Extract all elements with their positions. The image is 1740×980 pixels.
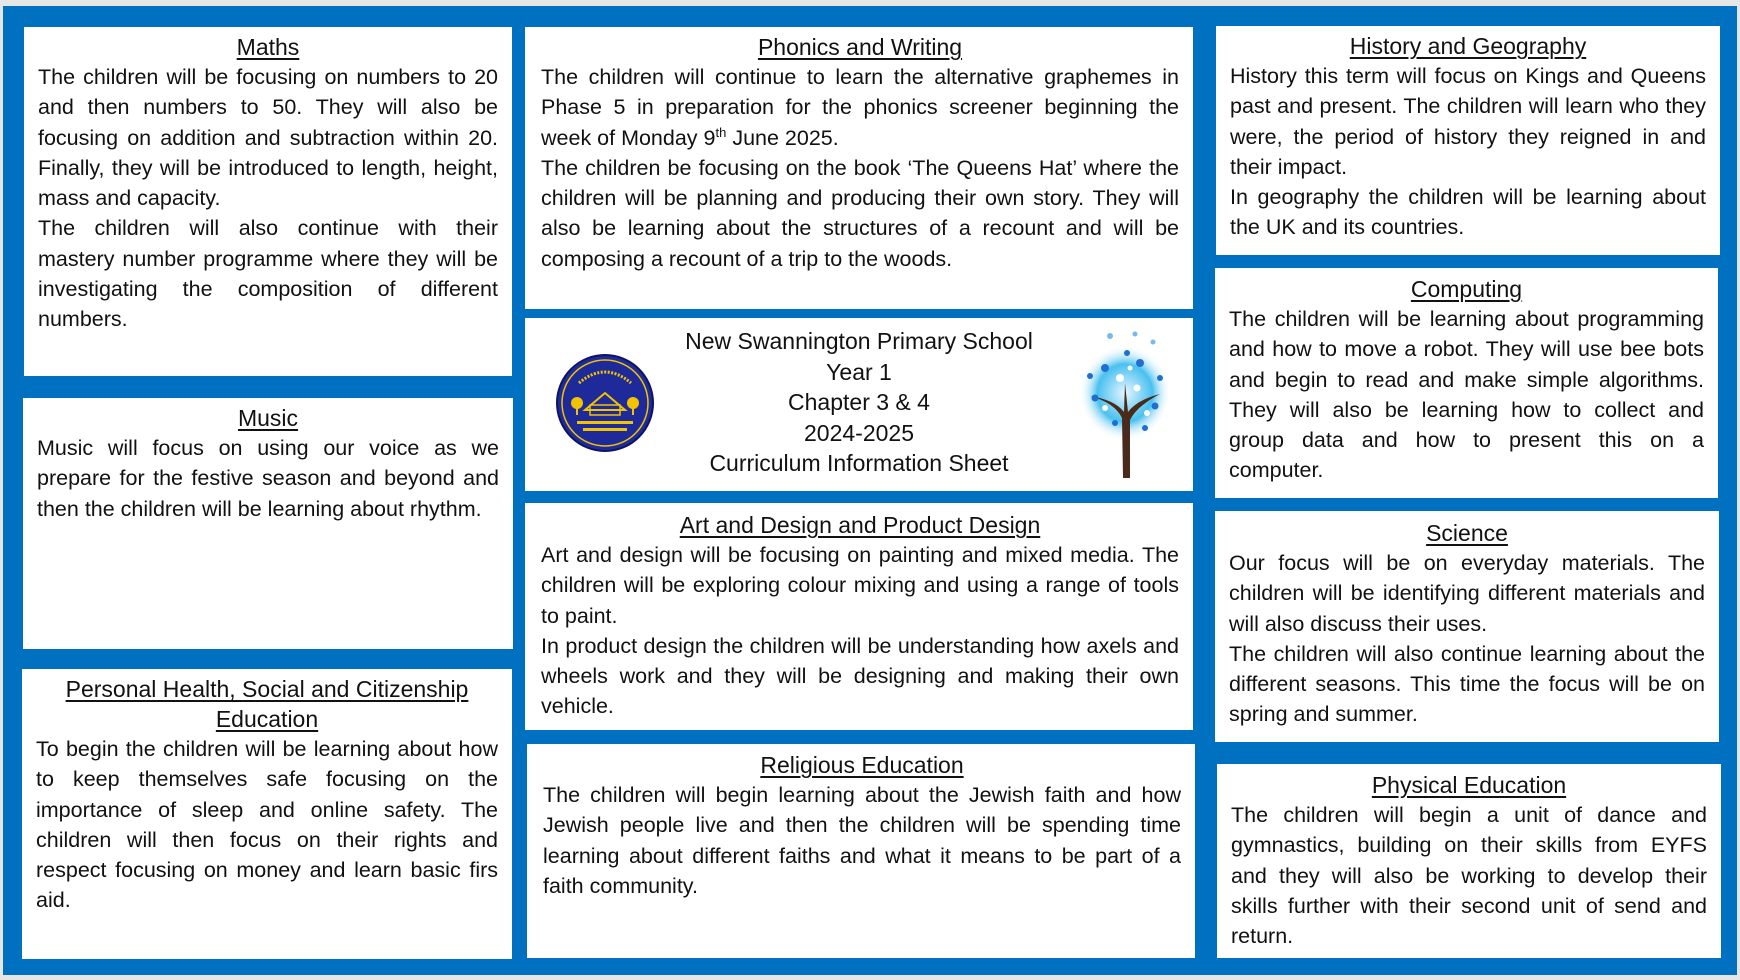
art-design-section (525, 503, 1193, 730)
section-title: Computing (1410, 276, 1523, 302)
snowflake-tree-icon (1075, 328, 1175, 478)
section-title: Maths (236, 34, 300, 60)
section-title: Physical Education (1371, 772, 1567, 798)
phonics-writing-section (525, 27, 1193, 309)
paragraph-text: June 2025. (726, 125, 839, 150)
computing-section (1215, 268, 1718, 498)
section-paragraph: The children will be focusing on numbers to 20 and then numbers to 50. They will also be focusing on addition and subtraction within 20. Finally, they will be introduced to length, height, mass and capacity. (38, 65, 498, 211)
section-paragraph: The children be focusing on the book ‘The Queens Hat’ where the children will be planning and producing their own story. They will also be learning about the structures of a recount and will be composing a recount of a trip to the woods. (541, 155, 1179, 271)
section-paragraph: Our focus will be on everyday materials. The children will be identifying different materials and will also discuss their uses. (1229, 551, 1705, 636)
section-title: Religious Education (760, 752, 964, 778)
title-banner (525, 318, 1193, 491)
physical-education-section (1217, 764, 1721, 958)
school-name: New Swannington Primary School (685, 328, 1033, 354)
section-title: Science (1426, 520, 1508, 546)
academic-year: 2024-2025 (804, 419, 914, 446)
religious-education-section (527, 744, 1195, 958)
music-section (23, 398, 513, 649)
section-paragraph: The children will begin a unit of dance and gymnastics, building on their skills from EYFS and they will also be working to develop their skills further with their second unit of send and return. (1231, 803, 1707, 949)
section-paragraph: The children will also continue with their mastery number programme where they will be investigating the composition of different numbers. (38, 216, 498, 332)
section-paragraph: History this term will focus on Kings and Queens past and present. The children will learn who they were, the period of history they reigned in and their impact. (1230, 64, 1706, 179)
section-paragraph: The children will be learning about programming and how to move a robot. They will use bee bots and begin to read and make simple algorithms. They will also be learning how to collect and group data and how to present this on a computer. (1229, 307, 1704, 483)
section-paragraph: The children will begin learning about the Jewish faith and how Jewish people live and then the children will be spending time learning about different faiths and what it means to be part of a faith community. (543, 783, 1181, 898)
science-section (1215, 511, 1719, 742)
section-paragraph (541, 62, 1179, 153)
section-paragraph: In geography the children will be learning about the UK and its countries. (1230, 185, 1706, 240)
section-paragraph: In product design the children will be understanding how axels and wheels work and they will be designing and making their own vehicle. (541, 633, 1179, 719)
section-paragraph: Music will focus on using our voice as we prepare for the festive season and beyond and then the children will be learning about rhythm. (37, 436, 499, 521)
section-paragraph: To begin the children will be learning about how to keep themselves safe focusing on the importance of sleep and online safety. The children will then focus on their rights and respect focusing on money and learn basic firs aid. (36, 737, 498, 913)
paragraph-text: The children will continue to learn the alternative graphemes in Phase 5 in preparation for the phonics screener beginning the week of Monday 9 (541, 65, 1179, 150)
history-geography-section (1216, 26, 1720, 255)
section-title: Personal Health, Social and Citizenship Education (65, 676, 469, 732)
section-title: History and Geography (1349, 33, 1587, 59)
pshce-section (22, 669, 512, 959)
chapter-label: Chapter 3 & 4 (788, 389, 930, 415)
year-group: Year 1 (826, 358, 892, 385)
sheet-title: Curriculum Information Sheet (709, 450, 1009, 476)
section-paragraph: The children will also continue learning about the different seasons. This time the focus will be on spring and summer. (1229, 641, 1705, 727)
section-title: Art and Design and Product Design (679, 512, 1041, 538)
section-title: Phonics and Writing (757, 34, 963, 60)
section-title: Music (237, 405, 299, 431)
section-paragraph: Art and design will be focusing on painting and mixed media. The children will be exploring colour mixing and using a range of tools to paint. (541, 543, 1179, 628)
ordinal-suffix: th (715, 124, 727, 140)
maths-section (24, 27, 512, 376)
